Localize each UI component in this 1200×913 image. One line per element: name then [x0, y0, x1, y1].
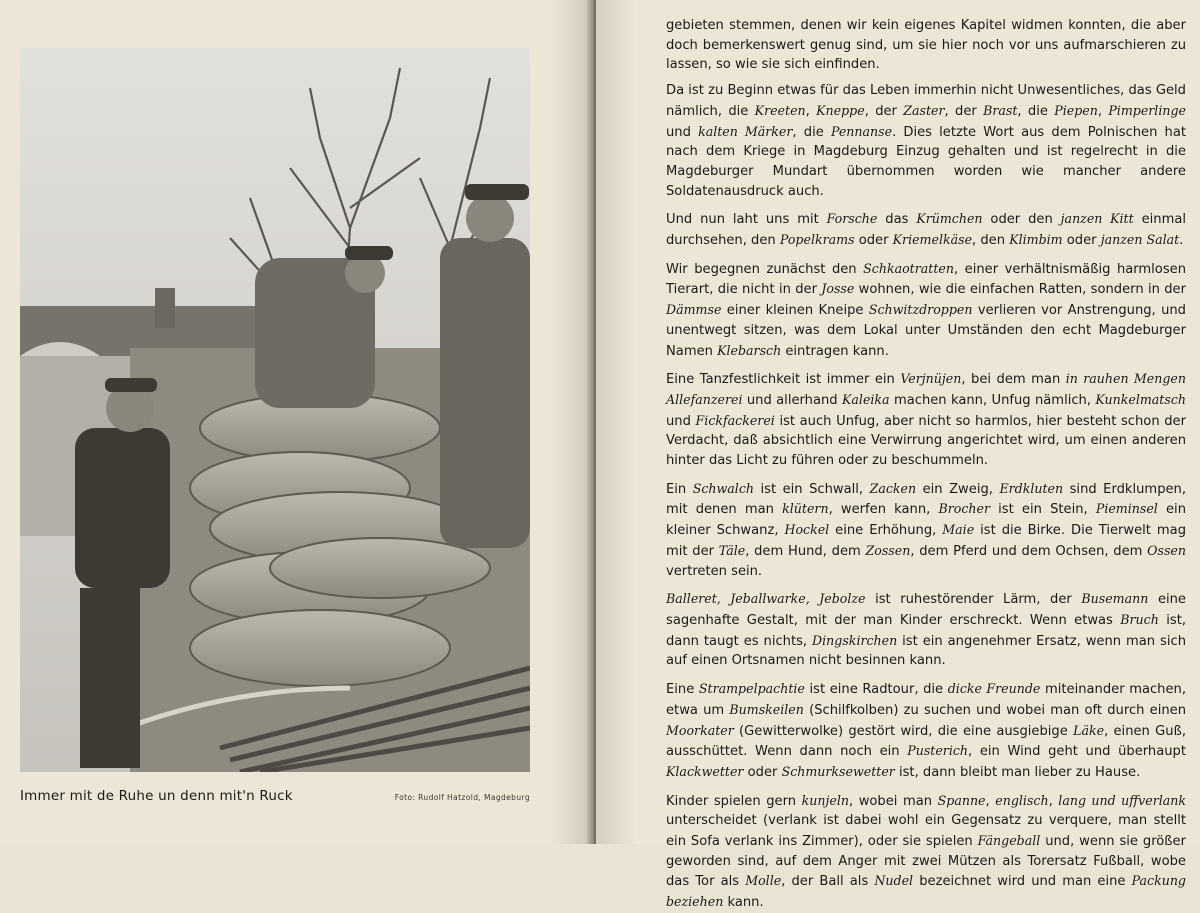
dialect-term: Brocher	[938, 501, 990, 517]
text-run: Ein	[666, 481, 693, 497]
text-run: ein kleiner Schwanz,	[666, 502, 1186, 539]
photo-caption: Immer mit de Ruhe un denn mit'n Ruck	[20, 788, 293, 804]
dialect-term: Fickfackerei	[695, 412, 775, 428]
dialect-term: Klimbim	[1009, 232, 1063, 248]
dialect-term: Kreeten	[754, 102, 806, 118]
paragraph	[666, 369, 1186, 471]
text-run: , die	[1017, 103, 1055, 119]
dialect-term: Läke	[1073, 722, 1105, 738]
dialect-term: Zaster	[903, 102, 945, 118]
dialect-term: klütern	[782, 501, 829, 517]
dialect-term: Nudel	[874, 873, 914, 889]
dialect-term: Kaleika	[842, 391, 890, 407]
dialect-term: Klackwetter	[666, 763, 744, 779]
dialect-term: Pimperlinge	[1108, 102, 1186, 118]
text-run: , dem Hund, dem	[745, 543, 866, 559]
paragraph	[666, 16, 1186, 75]
text-run: Eine Tanzfestlichkeit ist immer ein	[666, 372, 901, 388]
text-run: und	[666, 124, 699, 140]
text-run: ist, dann bleibt man lieber zu Hause.	[894, 764, 1141, 780]
dialect-term: Pennanse	[830, 123, 893, 139]
text-run: . Dies letzte Wort aus dem Polnischen hat nach dem Kriege in Magdeburg Einzug gehalten und ist regelrecht in die Magdeburger Mundart übernommen worden wie mancher andere Soldatenausdruck auch.	[666, 124, 1187, 199]
dialect-term: Täle	[718, 542, 746, 558]
text-run: ist, dann taugt es nichts,	[666, 612, 1186, 649]
dialect-term: kunjeln	[801, 792, 849, 808]
dialect-term: dicke Freunde	[947, 681, 1041, 697]
text-run: , der Ball als	[781, 874, 875, 890]
dialect-term: Schmurksewetter	[781, 763, 895, 779]
dialect-term: kalten Märker	[698, 123, 793, 139]
text-run: ,	[1048, 793, 1059, 809]
text-run: gebieten stemmen, denen wir kein eigenes Kapitel widmen konnten, die aber doch bemerkenswert genug sind, um sie hier noch vor uns aufmarschieren zu lassen, so wie sie sich einfinden.	[666, 18, 1186, 73]
dialect-term: Pusterich	[907, 743, 969, 759]
text-run: Und nun laht uns mit	[666, 212, 827, 228]
text-run: einmal durchsehen, den	[666, 212, 1186, 249]
photograph-dockworkers-with-sacks	[20, 48, 530, 772]
dialect-term: Molle	[745, 873, 782, 889]
text-run: Eine	[666, 682, 699, 698]
dialect-term: Josse	[821, 281, 855, 297]
text-run: ein Zweig,	[916, 481, 1000, 497]
text-run: , der	[864, 103, 904, 119]
text-run: sind Erdklumpen, mit denen man	[666, 481, 1187, 518]
text-run: oder den	[982, 212, 1061, 228]
dialect-term: Zossen	[865, 542, 911, 558]
dialect-term: Balleret, Jeballwarke, Jebolze	[666, 591, 866, 607]
dialect-term: Forsche	[826, 211, 878, 227]
dialect-term: englisch	[995, 792, 1049, 808]
text-run: , einen Guß, ausschüttet. Wenn dann noch ein	[666, 723, 1186, 760]
dialect-term: Maie	[942, 522, 975, 538]
dialect-term: in rauhen Mengen Allefanzerei	[666, 371, 1186, 407]
text-run: , bei dem man	[961, 372, 1066, 388]
text-run: bezeichnet wird und man eine	[913, 874, 1132, 890]
photo-credit: Foto: Rudolf Hatzold, Magdeburg	[394, 793, 530, 802]
text-run: ,	[985, 793, 996, 809]
text-run: miteinander machen, etwa um	[666, 682, 1186, 718]
paragraph	[666, 259, 1186, 362]
text-run: ist die Birke. Die Tierwelt mag mit der	[666, 523, 1187, 559]
text-run: oder	[854, 233, 893, 249]
dialect-term: Krümchen	[916, 211, 983, 227]
paragraph	[666, 81, 1186, 201]
text-run: vertreten sein.	[666, 563, 763, 579]
dialect-term: Verjnüjen	[900, 371, 962, 387]
text-run: , den	[972, 233, 1010, 249]
dialect-term: Fängeball	[977, 833, 1041, 849]
dialect-term: lang und uffverlank	[1058, 792, 1187, 808]
body-text	[666, 16, 1186, 913]
text-run: Da ist zu Beginn etwas für das Leben immerhin nicht Unwesentliches, das Geld nämlich, die	[666, 83, 1186, 119]
text-run: und allerhand	[742, 392, 842, 408]
text-run: , ein Wind geht und überhaupt	[968, 744, 1186, 760]
text-run: eine sagenhafte Gestalt, mit der man Kinder erschreckt. Wenn etwas	[666, 592, 1186, 628]
text-run: ,	[805, 103, 817, 119]
text-run: eine Erhöhung,	[829, 523, 943, 539]
text-run: verlieren vor Anstrengung, und unentwegt sitzen, was dem Lokal unter Umständen den echt Magdeburger Namen	[666, 303, 1186, 359]
dialect-term: Strampelpachtie	[698, 681, 805, 697]
dialect-term: Bruch	[1120, 611, 1159, 627]
left-page	[0, 0, 590, 844]
dialect-term: Busemann	[1081, 591, 1149, 607]
text-run: oder	[743, 764, 782, 780]
dialect-term: Piepen	[1054, 102, 1098, 118]
text-run: eintragen kann.	[781, 343, 889, 359]
dialect-term: Dingskirchen	[812, 632, 898, 648]
text-run: .	[1179, 233, 1184, 249]
dialect-term: Spanne	[937, 792, 986, 808]
text-run: (Schilfkolben) zu suchen und wobei man oft durch einen	[803, 702, 1186, 718]
dialect-term: Kneppe	[816, 102, 865, 118]
text-run: kann.	[723, 895, 764, 911]
dialect-term: janzen Salat	[1100, 232, 1180, 248]
text-run: Kinder spielen gern	[666, 793, 802, 809]
dialect-term: Schwalch	[692, 480, 754, 496]
text-run: , wobei man	[848, 793, 938, 809]
text-run: ist eine Radtour, die	[804, 682, 948, 698]
paragraph	[666, 589, 1186, 671]
text-run: ist ein angenehmer Ersatz, wenn man sich auf einen Ortsnamen nicht besinnen kann.	[666, 633, 1187, 669]
dialect-term: Erdkluten	[999, 480, 1064, 496]
text-run: ist ruhestörender Lärm, der	[865, 592, 1082, 608]
text-run: ist ein Schwall,	[754, 481, 870, 497]
right-page	[596, 0, 1200, 911]
dialect-term: Moorkater	[666, 722, 734, 738]
dialect-term: Dämmse	[666, 302, 722, 318]
dialect-term: Schwitzdroppen	[868, 302, 973, 318]
text-run: machen kann, Unfug nämlich,	[889, 392, 1096, 408]
dialect-term: Klebarsch	[717, 342, 782, 358]
text-run: und	[666, 413, 696, 429]
paragraph	[666, 209, 1186, 250]
dialect-term: Popelkrams	[779, 232, 855, 248]
text-run: , werfen kann,	[828, 502, 939, 518]
text-run: , die	[792, 124, 831, 140]
dialect-term: Packung beziehen	[666, 873, 1186, 910]
dialect-term: Pieminsel	[1095, 501, 1158, 517]
dialect-term: Zacken	[869, 480, 917, 496]
dialect-term: Brast	[983, 102, 1018, 118]
text-run: , dem Pferd und dem Ochsen, dem	[910, 543, 1148, 559]
paragraph	[666, 479, 1186, 582]
text-run: und, wenn sie größer geworden sind, auf dem Anger mit zwei Mützen als Torersatz Fußball, wobe das Tor als	[666, 834, 1186, 890]
text-run: ist ein Stein,	[989, 502, 1096, 518]
text-run: Wir begegnen zunächst den	[666, 261, 864, 277]
text-run: unterscheidet (verlank ist dabei wohl ein Gegensatz zu verquere, man stellt ein Sofa verlank ins Zimmer), oder sie spielen	[666, 813, 1186, 850]
dialect-term: Ossen	[1147, 542, 1186, 558]
paragraph	[666, 791, 1186, 913]
text-run: (Gewitterwolke) gestört wird, die eine ausgiebige	[733, 723, 1074, 739]
text-run: einer kleinen Kneipe	[721, 303, 869, 319]
paragraph	[666, 679, 1186, 783]
text-run: , einer verhältnismäßig harmlosen Tierart, die nicht in der	[666, 261, 1186, 298]
dialect-term: Kriemelkäse	[892, 232, 973, 248]
dialect-term: Schkaotratten	[863, 260, 954, 276]
dialect-term: Kunkelmatsch	[1095, 391, 1186, 407]
text-run: oder	[1062, 233, 1101, 249]
text-run: wohnen, wie die einfachen Ratten, sondern in der	[854, 282, 1186, 298]
dialect-term: Bumskeilen	[729, 701, 804, 717]
dialect-term: Hockel	[784, 522, 830, 538]
text-run: das	[877, 212, 917, 228]
text-run: , der	[944, 103, 984, 119]
text-run: ,	[1097, 103, 1109, 119]
dialect-term: janzen Kitt	[1060, 211, 1134, 227]
text-run: ist auch Unfug, aber nicht so harmlos, hier besteht schon der Verdacht, daß absichtlich eine Verwirrung angerichtet wird, um einen anderen hinter das Licht zu führen oder zu beschummeln.	[666, 413, 1186, 469]
